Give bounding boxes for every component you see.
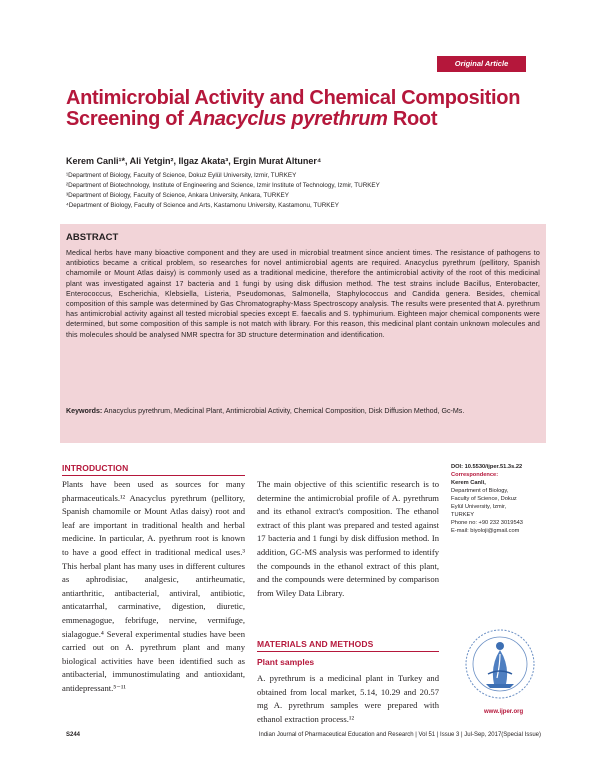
keywords-label: Keywords:	[66, 407, 103, 415]
journal-citation: Indian Journal of Pharmaceutical Education and Research | Vol 51 | Issue 3 | Jul-Sep, 2017(Special Issue)	[258, 732, 541, 738]
title-line-1: Antimicrobial Activity and Chemical Composition	[66, 87, 521, 109]
correspondence-line: Department of Biology,	[451, 488, 509, 494]
page-footer	[66, 732, 541, 743]
journal-logo-icon	[464, 628, 536, 708]
email-address: E-mail: biyoloji@gmail.com	[451, 528, 520, 534]
journal-website: www.ijper.org	[484, 709, 524, 715]
methods-heading: MATERIALS AND METHODS	[257, 639, 374, 649]
affiliation-4: ⁴Department of Biology, Faculty of Science and Arts, Kastamonu University, Kastamonu, TURKEY	[66, 202, 339, 209]
abstract-heading: ABSTRACT	[66, 232, 119, 243]
introduction-rule	[62, 475, 245, 476]
methods-rule	[257, 651, 439, 652]
abstract-box	[60, 224, 546, 443]
introduction-text: Plants have been used as sources for many pharmaceuticals.¹² Anacyclus pyrethrum (pellitory, Spanish chamomile or Mount Atlas daisy) root and leaf are important in traditional health and herbal medicine. In particular, A. pyethrum root is known to have a good effect in traditional medical uses.³ This herbal plant has many uses in different cultures as aphrodisiac, analgesic, antirheumatic, antiarthritic, antibacterial, antiviral, antibiotic, anticatarrhal, carminative, digestion, diuretic, emmenagogue, febrifuge, nervine, vermifuge, sialagogue.⁴ Several experimental studies have been carried out on A. pyrethrum plant and many biological activities have been identified such as antibacterial, immunostimulating and antioxidant, antidepressant.⁵⁻¹¹	[62, 479, 245, 693]
author-list: Kerem Canli¹*, Ali Yetgin², Ilgaz Akata³, Ergin Murat Altuner⁴	[66, 156, 322, 166]
article-sidebar	[451, 463, 551, 535]
title-line-2-post: Root	[387, 108, 438, 130]
correspondence-name: Kerem Canli,	[451, 480, 486, 486]
plant-samples-text: A. pyrethrum is a medicinal plant in Turkey and obtained from local market, 5.14, 10.29 and 20.57 mg A. pyrethrum samples were prepared with ethanol extraction process.¹²	[257, 673, 439, 724]
introduction-heading: INTRODUCTION	[62, 463, 129, 473]
objective-text: The main objective of this scientific research is to determine the antimicrobial profile of A. pyrethrum and its ethanol extract's composition. The ethanol extract of this plant was prepared and tested against 17 bacteria and 1 fungi by disk diffusion method. In addition, GC-MS analysis was performed to identify the compounds in the ethanol extract of this plant, and the compounds were determined by comparison from Wiley Data Library.	[257, 479, 439, 598]
phone-number: Phone no: +90 232 3019543	[451, 520, 523, 526]
doi: DOI: 10.5530/ijper.51.3s.22	[451, 464, 523, 470]
paper-title	[66, 88, 536, 130]
title-species: Anacyclus pyrethrum	[188, 108, 388, 130]
plant-samples-heading: Plant samples	[257, 657, 315, 667]
correspondence-label: Correspondence:	[451, 472, 499, 478]
keywords-list: Anacyclus pyrethrum, Medicinal Plant, Antimicrobial Activity, Chemical Composition, Disk Diffusion Method, Gc-Ms.	[103, 407, 465, 415]
affiliations	[66, 171, 546, 211]
article-type-tag: Original Article	[437, 56, 526, 72]
correspondence-line: Eylül University, Izmir,	[451, 504, 507, 510]
affiliation-3: ³Department of Biology, Faculty of Science, Ankara University, Ankara, TURKEY	[66, 192, 289, 199]
affiliation-1: ¹Department of Biology, Faculty of Science, Dokuz Eylül University, Izmir, TURKEY	[66, 172, 297, 179]
keywords	[66, 406, 540, 416]
correspondence-line: Faculty of Science, Dokuz	[451, 496, 517, 502]
abstract-text: Medical herbs have many bioactive component and they are used in microbial treatment since ancient times. The resistance of pathogens to antibiotics became a critical problem, so researches for novel antimicrobial agents are required. Anacyclus pyrethrum (pellitory, Spanish chamomile or Mount Atlas daisy) is commonly used as a traditional medicine, therefore the antimicrobial activity of the root of this medicinal plant was investigated against 17 bacteria and 1 fungi by using disk diffusion method. The test strains include Bacillus, Enterobacter, Enterococcus, Escherichia, Klebsiella, Listeria, Pseudomonas, Salmonella, Staphylococcus and Candida genera. Besides, chemical composition of this sample was determined by Gas Chromatography-Mass Spectroscopy analysis. The results were presented that A. pyrethrum has antimicrobial activity against all tested microbial species except E. faecalis and S. typhimurium. Eighteen major chemical components were determined, but some composition of this sample is not match with library. For this reason, this medicinal plant contain unknown molecules and this molecules should be analysed NMR spectra for 3D structure determination and identification.	[66, 249, 540, 339]
affiliation-2: ²Department of Biotechnology, Institute of Engineering and Science, Izmir Institute of Technology, Izmir, TURKEY	[66, 182, 380, 189]
correspondence-line: TURKEY	[451, 512, 475, 518]
page-number: S244	[66, 732, 81, 738]
title-line-2-pre: Screening of	[66, 108, 189, 130]
